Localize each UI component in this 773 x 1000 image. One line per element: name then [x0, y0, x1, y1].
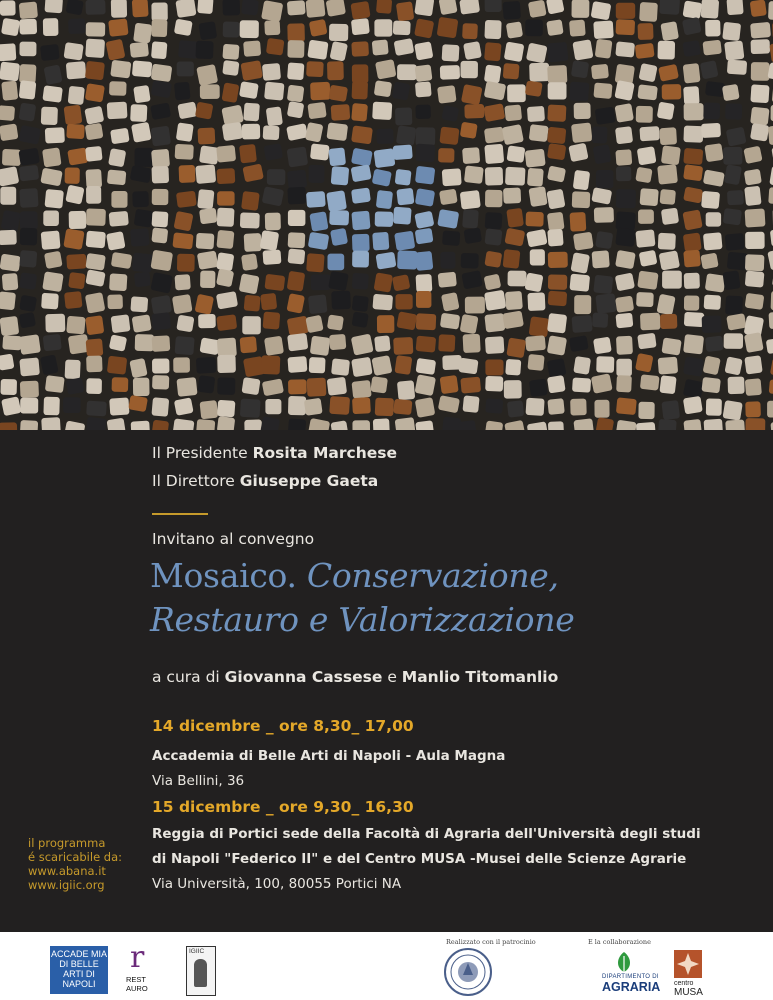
president-name: Rosita Marchese: [252, 444, 397, 462]
event-date-2: 15 dicembre _ ore 9,30_ 16,30: [152, 798, 414, 816]
event-venue-1: Accademia di Belle Arti di Napoli - Aula Magna: [152, 748, 506, 764]
president-line: Il Presidente Rosita Marchese: [152, 444, 397, 462]
leaf-icon: [612, 950, 636, 974]
invite-text: Invitano al convegno: [152, 530, 315, 548]
musa-emblem-icon: [674, 950, 702, 978]
event-address-2: Via Università, 100, 80055 Portici NA: [152, 876, 402, 892]
program-note: il programma: [28, 836, 106, 850]
patronage-label: Realizzato con il patrocinio: [446, 938, 536, 946]
mosaic-photo: [0, 0, 773, 430]
collaboration-label: E la collaborazione: [588, 938, 651, 946]
invitation-panel: [0, 430, 773, 932]
conference-title-line2: Restauro e Valorizzazione: [150, 600, 575, 639]
divider-rule: [152, 513, 208, 515]
restauro-logo: r REST AURO: [126, 944, 156, 996]
footer-logos: [0, 932, 773, 1000]
university-seal-icon: [443, 947, 493, 997]
director-line: Il Direttore Giuseppe Gaeta: [152, 472, 379, 490]
director-name: Giuseppe Gaeta: [239, 472, 379, 490]
event-venue-2: Reggia di Portici sede della Facoltà di Agraria dell'Università degli studi: [152, 826, 701, 842]
event-venue-2-cont: di Napoli "Federico II" e del Centro MUSA -Musei delle Scienze Agrarie: [152, 851, 687, 867]
agraria-logo: DIPARTIMENTO DI AGRARIA: [602, 950, 662, 998]
igiic-link[interactable]: www.igiic.org: [28, 878, 105, 892]
abana-logo: ACCADE MIA DI BELLE ARTI DI NAPOLI: [50, 946, 108, 994]
program-note-2: é scaricabile da:: [28, 850, 123, 864]
igiic-figure-icon: [194, 959, 207, 987]
restauro-logo-mark: r: [130, 940, 145, 975]
event-date-1: 14 dicembre _ ore 8,30_ 17,00: [152, 717, 414, 735]
mosaic-image: [0, 0, 773, 430]
igiic-logo: IGIIC: [186, 946, 216, 996]
conference-title: Mosaico. Conservazione,: [150, 556, 559, 595]
event-address-1: Via Bellini, 36: [152, 773, 245, 789]
abana-link[interactable]: www.abana.it: [28, 864, 106, 878]
curators-line: a cura di Giovanna Cassese e Manlio Titomanlio: [152, 668, 559, 686]
musa-logo: centro MUSA: [674, 950, 704, 998]
